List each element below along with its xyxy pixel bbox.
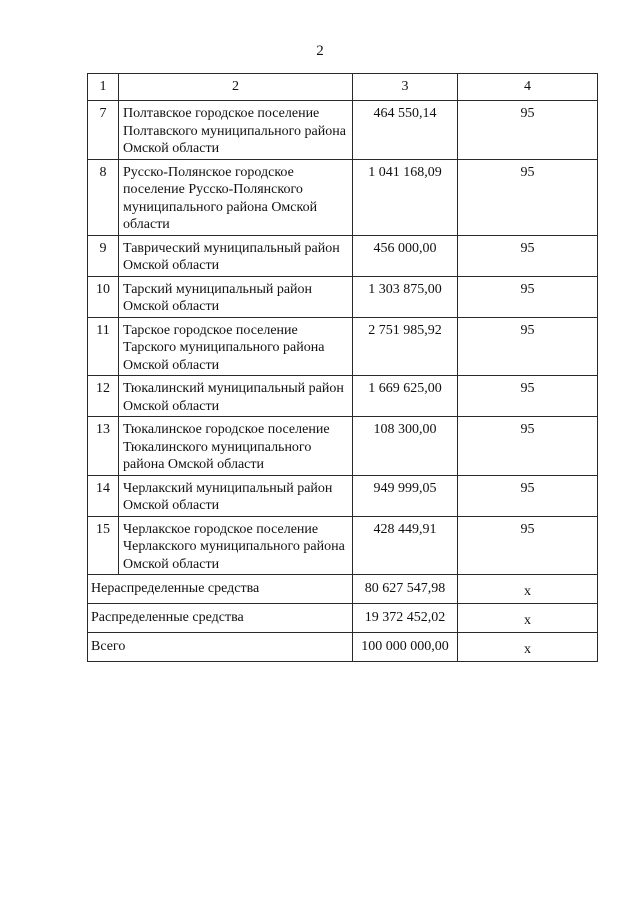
row-number: 12 xyxy=(88,376,119,417)
percent-cell: 95 xyxy=(458,516,598,575)
summary-amount: 100 000 000,00 xyxy=(353,633,458,662)
amount-cell: 428 449,91 xyxy=(353,516,458,575)
percent-cell: 95 xyxy=(458,475,598,516)
table-row xyxy=(88,101,598,160)
table-row xyxy=(88,376,598,417)
amount-cell: 1 041 168,09 xyxy=(353,159,458,235)
row-number: 15 xyxy=(88,516,119,575)
amount-cell: 456 000,00 xyxy=(353,235,458,276)
page-number: 2 xyxy=(316,43,324,59)
municipality-name: Полтавское городское поселение Полтавского муниципального района Омской области xyxy=(119,101,353,160)
table-row xyxy=(88,516,598,575)
allocation-table xyxy=(87,73,598,662)
row-number: 8 xyxy=(88,159,119,235)
percent-cell: 95 xyxy=(458,235,598,276)
row-number: 13 xyxy=(88,417,119,476)
amount-cell: 108 300,00 xyxy=(353,417,458,476)
header-cell-1: 1 xyxy=(88,74,119,101)
percent-cell: 95 xyxy=(458,159,598,235)
row-number: 10 xyxy=(88,276,119,317)
municipality-name: Черлакское городское поселение Черлакского муниципального района Омской области xyxy=(119,516,353,575)
summary-label: Всего xyxy=(88,633,353,662)
percent-cell: 95 xyxy=(458,376,598,417)
percent-cell: 95 xyxy=(458,101,598,160)
amount-cell: 1 303 875,00 xyxy=(353,276,458,317)
municipality-name: Русско-Полянское городское поселение Русско-Полянского муниципального района Омской области xyxy=(119,159,353,235)
row-number: 11 xyxy=(88,317,119,376)
amount-cell: 2 751 985,92 xyxy=(353,317,458,376)
percent-cell: 95 xyxy=(458,417,598,476)
header-cell-2: 2 xyxy=(119,74,353,101)
summary-row-allocated xyxy=(88,604,598,633)
table-row xyxy=(88,276,598,317)
summary-mark: х xyxy=(458,633,598,662)
percent-cell: 95 xyxy=(458,317,598,376)
table-row xyxy=(88,417,598,476)
table-row xyxy=(88,235,598,276)
table-row xyxy=(88,317,598,376)
municipality-name: Тюкалинское городское поселение Тюкалинского муниципального района Омской области xyxy=(119,417,353,476)
summary-amount: 80 627 547,98 xyxy=(353,575,458,604)
amount-cell: 464 550,14 xyxy=(353,101,458,160)
summary-mark: х xyxy=(458,604,598,633)
summary-label: Распределенные средства xyxy=(88,604,353,633)
header-cell-4: 4 xyxy=(458,74,598,101)
summary-label: Нераспределенные средства xyxy=(88,575,353,604)
table-row xyxy=(88,159,598,235)
municipality-name: Тюкалинский муниципальный район Омской области xyxy=(119,376,353,417)
summary-amount: 19 372 452,02 xyxy=(353,604,458,633)
summary-mark: х xyxy=(458,575,598,604)
summary-row-total xyxy=(88,633,598,662)
amount-cell: 1 669 625,00 xyxy=(353,376,458,417)
municipality-name: Таврический муниципальный район Омской области xyxy=(119,235,353,276)
municipality-name: Тарский муниципальный район Омской области xyxy=(119,276,353,317)
percent-cell: 95 xyxy=(458,276,598,317)
row-number: 9 xyxy=(88,235,119,276)
amount-cell: 949 999,05 xyxy=(353,475,458,516)
municipality-name: Черлакский муниципальный район Омской области xyxy=(119,475,353,516)
row-number: 14 xyxy=(88,475,119,516)
header-cell-3: 3 xyxy=(353,74,458,101)
table-row xyxy=(88,475,598,516)
row-number: 7 xyxy=(88,101,119,160)
municipality-name: Тарское городское поселение Тарского муниципального района Омской области xyxy=(119,317,353,376)
summary-row-unallocated xyxy=(88,575,598,604)
table-header-row xyxy=(88,74,598,101)
